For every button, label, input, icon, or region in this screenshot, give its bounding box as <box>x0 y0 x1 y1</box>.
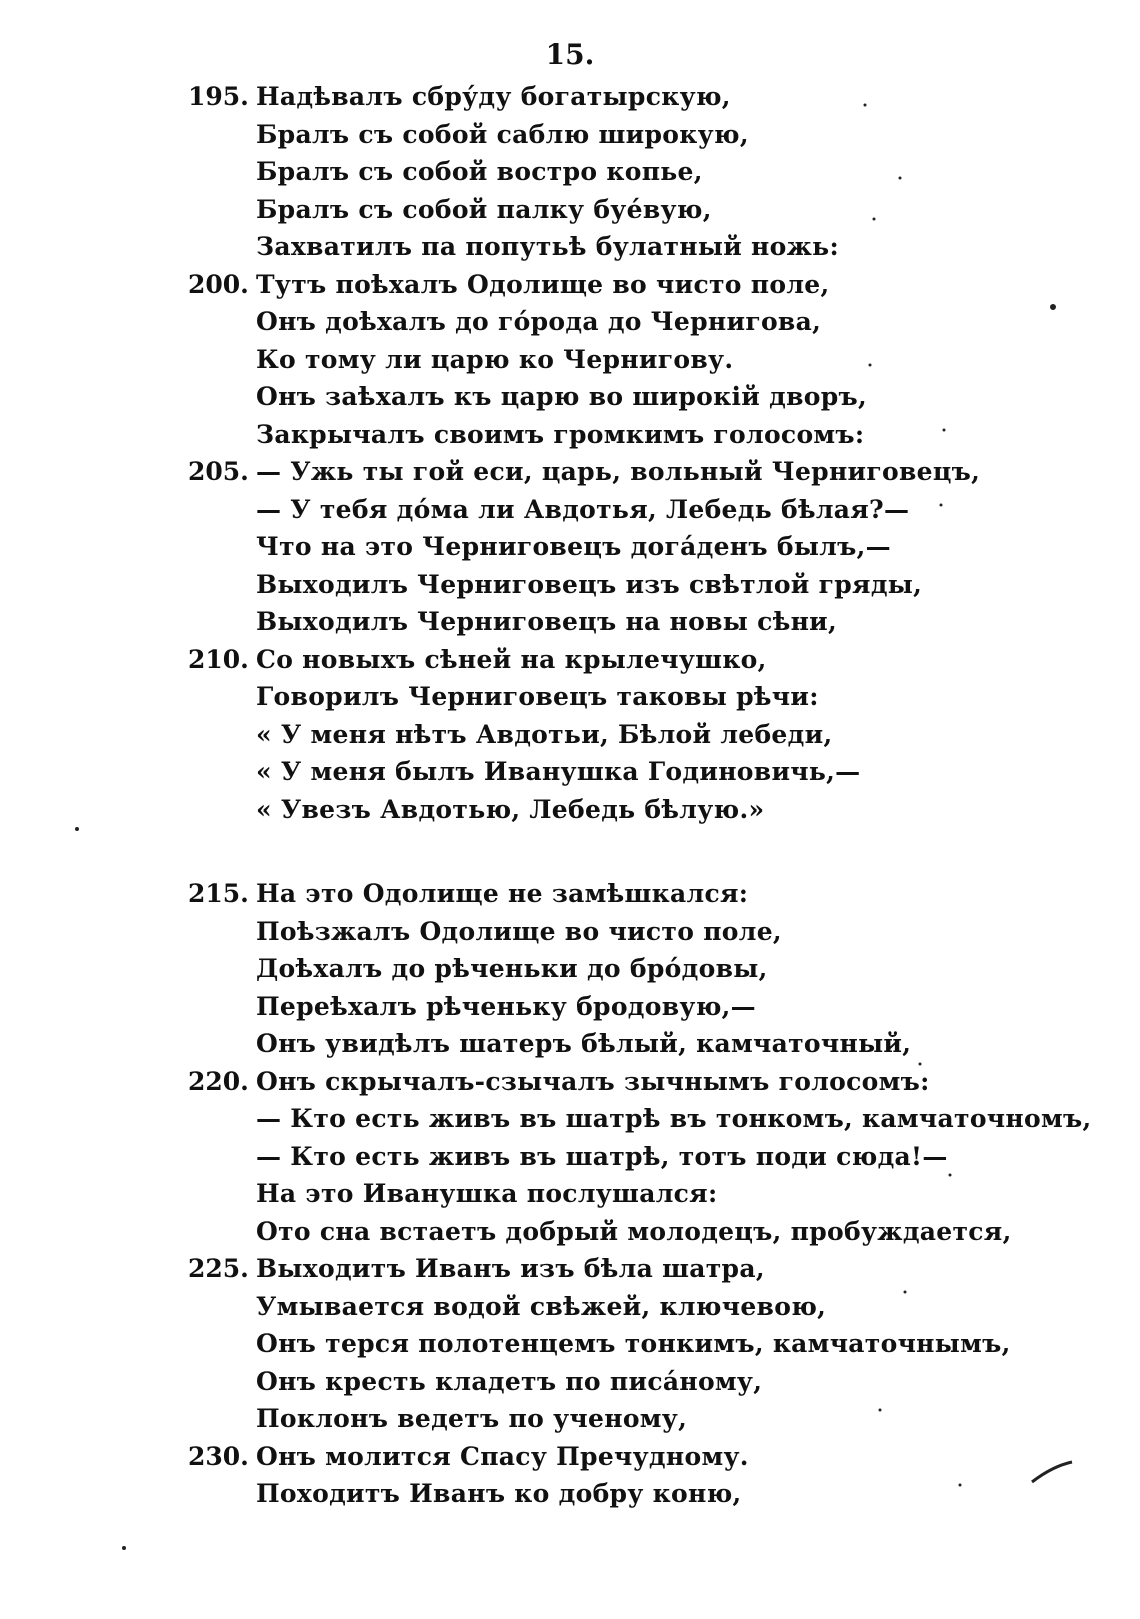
verse-line <box>188 1179 1088 1217</box>
verse-line <box>188 879 1088 917</box>
verse-text: Бралъ съ собой палку буе́вую, <box>256 194 712 224</box>
verse-text: Онъ доѣхалъ до го́рода до Чернигова, <box>256 307 822 336</box>
verse-line <box>188 1104 1092 1142</box>
verse-line <box>188 120 1088 158</box>
verse-line <box>188 1329 1088 1367</box>
verse-text: Умывается водой свѣжей, ключевою, <box>256 1291 827 1321</box>
verse-line <box>188 270 1088 308</box>
verse-text: Переѣхалъ рѣченьку бродовую,— <box>256 991 756 1021</box>
verse-line <box>188 954 1088 992</box>
verse-line <box>188 420 1088 458</box>
verse-line <box>188 495 1088 533</box>
verse-text: На это Иванушка послушался: <box>256 1179 718 1208</box>
verse-line <box>188 82 1088 120</box>
page-number: 15. <box>545 38 595 71</box>
verse-text: Выходитъ Иванъ изъ бѣла шатра, <box>256 1254 765 1283</box>
verse-text: Онъ заѣхалъ къ царю во широкій дворъ, <box>256 382 868 411</box>
verse-text: Говорилъ Черниговецъ таковы рѣчи: <box>256 682 819 711</box>
verse-line <box>188 1217 1088 1255</box>
verse-line <box>188 1479 1088 1517</box>
verse-line <box>188 195 1088 233</box>
verse-text: Что на это Черниговецъ дога́денъ былъ,— <box>256 532 891 561</box>
verse-line <box>188 157 1088 195</box>
verse-text: « У меня былъ Иванушка Годиновичь,— <box>256 757 861 786</box>
verse-text: Доѣхалъ до рѣченьки до бро́довы, <box>256 954 768 983</box>
verse-number: 220. <box>188 1066 249 1096</box>
verse-text: Тутъ поѣхалъ Одолище во чисто поле, <box>256 269 830 299</box>
verse-number: 215. <box>188 879 249 908</box>
verse-number: 200. <box>188 269 249 299</box>
verse-text: Бралъ съ собой саблю широкую, <box>256 119 749 149</box>
verse-text: Онъ кресть кладетъ по писа́ному, <box>256 1366 763 1396</box>
verse-text: Выходилъ Черниговецъ изъ свѣтлой гряды, <box>256 569 923 599</box>
verse-number: 225. <box>188 1254 249 1283</box>
verse-text: Онъ увидѣлъ шатеръ бѣлый, камчаточный, <box>256 1029 912 1058</box>
verse-number: 210. <box>188 644 249 674</box>
verse-line <box>188 1442 1088 1480</box>
verse-line <box>188 532 1088 570</box>
verse-text: Выходилъ Черниговецъ на новы сѣни, <box>256 607 838 636</box>
verse-text: — У тебя до́ма ли Авдотья, Лебедь бѣлая?— <box>256 494 910 524</box>
verse-line <box>188 1142 1088 1180</box>
verse-block <box>188 82 1092 1517</box>
verse-text: Захватилъ па попутьѣ булатный ножь: <box>256 232 839 261</box>
verse-text: — Кто есть живъ въ шатрѣ, тотъ поди сюда!— <box>256 1141 948 1171</box>
verse-number: 205. <box>188 457 249 486</box>
verse-text: Поклонъ ведетъ по ученому, <box>256 1404 688 1433</box>
verse-text: Закрычалъ своимъ громкимъ голосомъ: <box>256 419 865 449</box>
verse-line <box>188 570 1088 608</box>
verse-line <box>188 1404 1088 1442</box>
verse-line <box>188 307 1088 345</box>
verse-line <box>188 232 1088 270</box>
verse-line <box>188 1254 1088 1292</box>
verse-line <box>188 645 1088 683</box>
verse-line <box>188 607 1088 645</box>
verse-line <box>188 795 1088 833</box>
verse-text: Ко тому ли царю ко Чернигову. <box>256 344 734 374</box>
verse-number: 195. <box>188 82 249 111</box>
verse-text: Ото сна встаетъ добрый молодецъ, пробуждается, <box>256 1216 1012 1246</box>
verse-line <box>188 917 1088 955</box>
verse-line <box>188 345 1088 383</box>
verse-text: — Кто есть живъ въ шатрѣ въ тонкомъ, камчаточномъ, <box>256 1104 1092 1133</box>
verse-line <box>188 720 1088 758</box>
verse-number: 230. <box>188 1441 249 1471</box>
verse-text: Онъ скрычалъ-сзычалъ зычнымъ голосомъ: <box>256 1066 930 1096</box>
verse-text: Онъ терся полотенцемъ тонкимъ, камчаточнымъ, <box>256 1329 1011 1358</box>
verse-line <box>188 1029 1088 1067</box>
verse-line <box>188 1367 1088 1405</box>
verse-text: Бралъ съ собой востро копье, <box>256 157 703 186</box>
verse-line <box>188 992 1088 1030</box>
verse-text: « У меня нѣтъ Авдотьи, Бѣлой лебеди, <box>256 719 833 749</box>
verse-text: Походитъ Иванъ ко добру коню, <box>256 1479 742 1508</box>
verse-text: Надѣвалъ сбру́ду богатырскую, <box>256 82 731 111</box>
verse-text: Онъ молится Спасу Пречудному. <box>256 1441 749 1471</box>
verse-line <box>188 457 1088 495</box>
verse-text: Поѣзжалъ Одолище во чисто поле, <box>256 916 782 946</box>
verse-line <box>188 382 1088 420</box>
verse-text: Со новыхъ сѣней на крылечушко, <box>256 644 767 674</box>
verse-line <box>188 757 1088 795</box>
verse-line <box>188 682 1088 720</box>
verse-text: — Ужь ты гой еси, царь, вольный Черниговецъ, <box>256 457 981 486</box>
verse-text: « Увезъ Авдотью, Лебедь бѣлую.» <box>256 794 765 824</box>
verse-line <box>188 1067 1088 1105</box>
verse-text: На это Одолище не замѣшкался: <box>256 879 749 908</box>
verse-line <box>188 1292 1088 1330</box>
